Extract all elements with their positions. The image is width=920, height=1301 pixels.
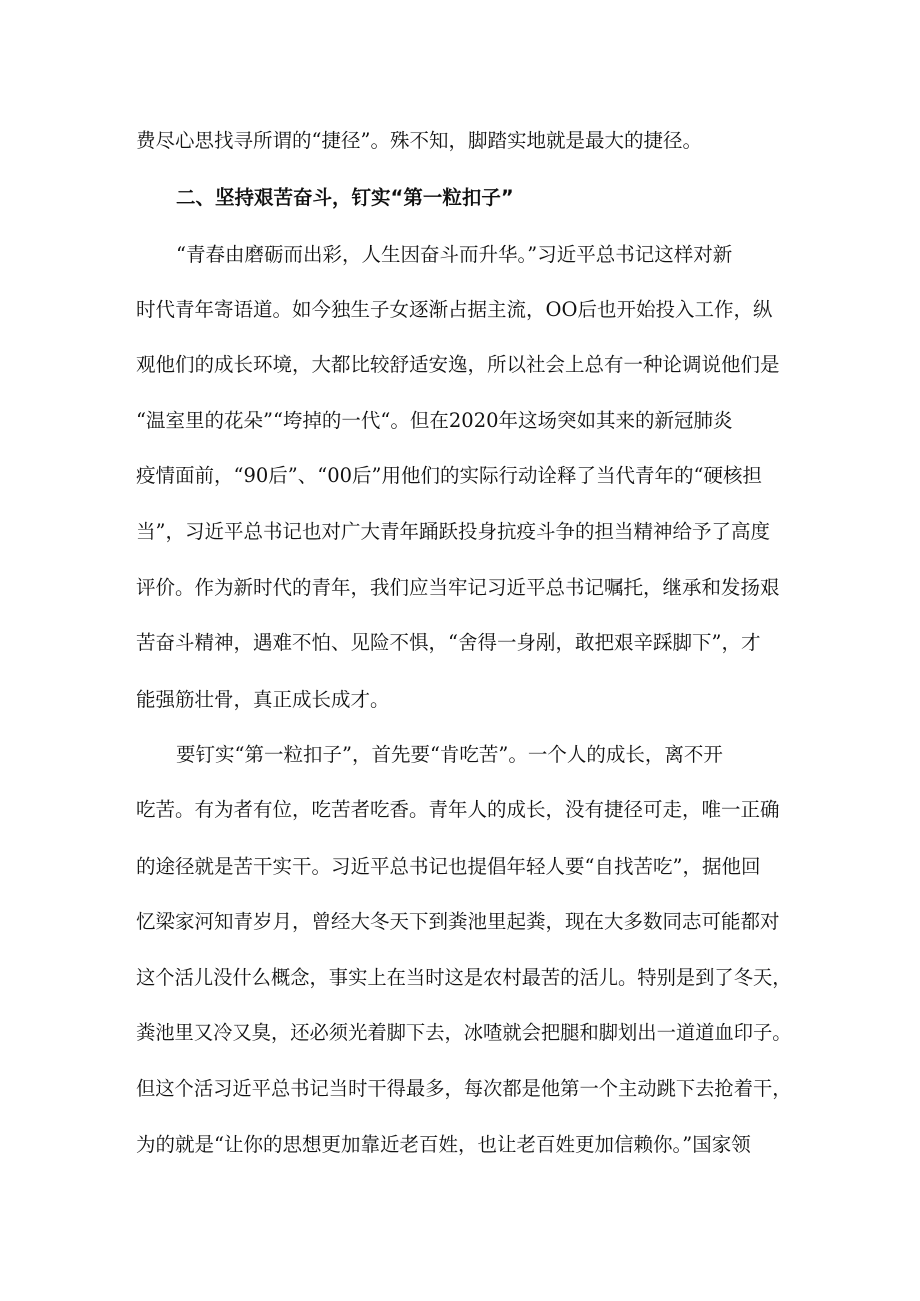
text-line: 忆梁家河知青岁月，曾经大冬天下到粪池里起粪，现在大多数同志可能都对 xyxy=(136,910,780,933)
text-line: 但这个活习近平总书记当时干得最多，每次都是他第一个主动跳下去抢着干， xyxy=(136,1077,792,1100)
text-line: “青春由磨砺而出彩，人生因奋斗而升华。”习近平总书记这样对新 xyxy=(176,243,733,266)
text-line: 这个活儿没什么概念，事实上在当时这是农村最苦的活儿。特别是到了冬天， xyxy=(136,966,792,989)
text-line: 吃苦。有为者有位，吃苦者吃香。青年人的成长，没有捷径可走，唯一正确 xyxy=(136,798,780,821)
text-line-continuation: 费尽心思找寻所谓的“捷径”。殊不知，脚踏实地就是最大的捷径。 xyxy=(136,129,702,152)
section-heading: 二、坚持艰苦奋斗，钉实“第一粒扣子” xyxy=(176,186,514,209)
text-line: 时代青年寄语道。如今独生子女逐渐占据主流，OO后也开始投入工作，纵 xyxy=(136,298,773,321)
text-line: 要钉实“第一粒扣子”，首先要“肯吃苦”。一个人的成长，离不开 xyxy=(176,743,723,766)
text-line: 评价。作为新时代的青年，我们应当牢记习近平总书记嘱托，继承和发扬艰 xyxy=(136,576,780,599)
text-line: “温室里的花朵”“垮掉的一代“。但在2020年这场突如其来的新冠肺炎 xyxy=(136,409,733,432)
text-line: 的途径就是苦干实干。习近平总书记也提倡年轻人要“自找苦吃”，据他回 xyxy=(136,855,761,878)
text-line: 能强筋壮骨，真正成长成才。 xyxy=(136,688,390,711)
text-line: 当”，习近平总书记也对广大青年踊跃投身抗疫斗争的担当精神给予了高度 xyxy=(136,520,770,543)
text-line: 观他们的成长环境，大都比较舒适安逸，所以社会上总有一种论调说他们是 xyxy=(136,353,780,376)
text-line: 苦奋斗精神，遇难不怕、见险不惧，“舍得一身剐，敢把艰辛踩脚下”，才 xyxy=(136,631,761,654)
text-line: 粪池里又冷又臭，还必须光着脚下去，冰喳就会把腿和脚划出一道道血印子。 xyxy=(136,1021,792,1044)
text-line: 疫情面前，“90后”、“00后”用他们的实际行动诠释了当代青年的“硬核担 xyxy=(136,464,762,487)
text-line: 为的就是“让你的思想更加靠近老百姓，也让老百姓更加信赖你。”国家领 xyxy=(136,1133,751,1156)
